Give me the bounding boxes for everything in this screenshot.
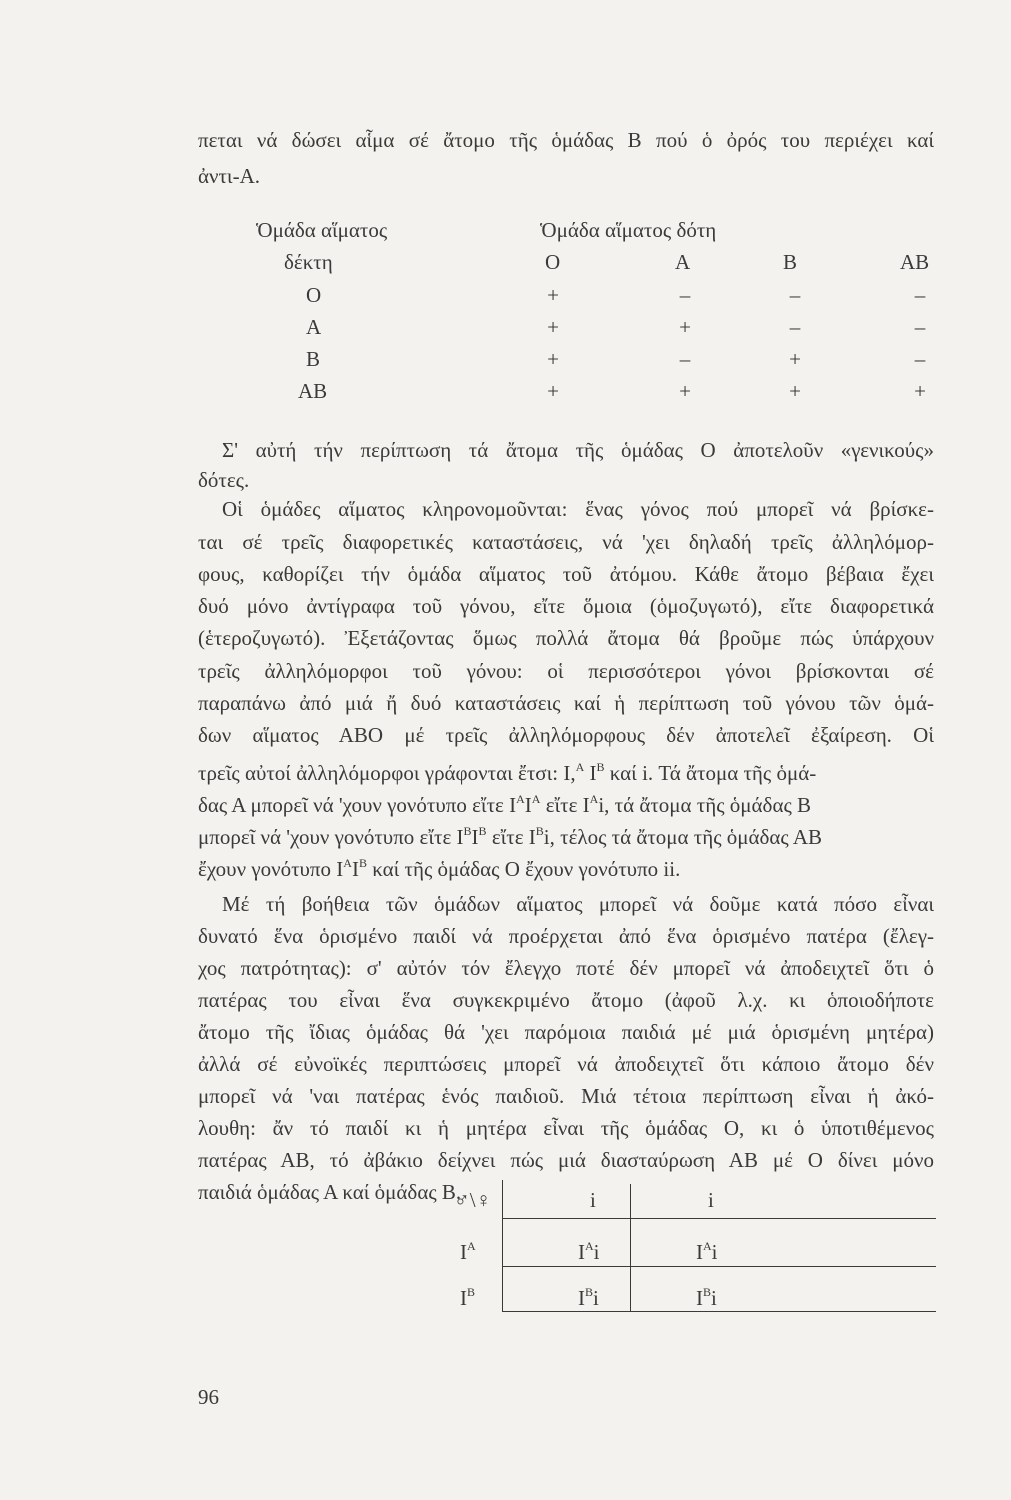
line9-text-c: καί i. Τά ἄτομα τῆς ὁμά- xyxy=(604,761,817,785)
allele-sup-b: B xyxy=(596,760,605,774)
punnett-female-allele-1: i xyxy=(590,1188,596,1212)
para2-line-1: Οἱ ὁμάδες αἵματος κληρονομοῦνται: ἕνας γόνος πού μπορεῖ νά βρίσκε- xyxy=(222,497,934,521)
male-sup-b: B xyxy=(467,1285,476,1299)
line9-text-a: τρεῖς αὐτοί ἀλληλόμορφοι γράφονται ἔτσι: I, xyxy=(198,761,576,785)
cell-a-ab: – xyxy=(914,315,926,339)
punnett-square xyxy=(452,1180,936,1312)
para2-line-9 xyxy=(198,755,816,785)
line9-text-b: I xyxy=(584,761,597,785)
cell-a1-base: I xyxy=(578,1240,585,1264)
punnett-female-allele-2: i xyxy=(708,1188,714,1212)
cell-a1-sup: A xyxy=(585,1239,594,1253)
genotype-sup-b3: B xyxy=(535,824,544,838)
para3-line-4: πατέρας του εἶναι ἕνα συγκεκριμένο ἄτομο (ἀφοῦ λ.χ. κι ὁποιοδήποτε xyxy=(198,988,934,1012)
line10-text-b: I xyxy=(524,793,532,817)
line11-text-c: εἴτε I xyxy=(486,825,536,849)
para2-line-10 xyxy=(198,787,811,817)
male-base-b: I xyxy=(460,1286,467,1310)
cell-b-o: + xyxy=(547,347,559,371)
page-number: 96 xyxy=(198,1385,219,1409)
cell-b2-base: I xyxy=(696,1286,703,1310)
genotype-sup-a2: A xyxy=(531,792,541,806)
para3-line-8: λουθη: ἄν τό παιδί κι ἡ μητέρα εἶναι τῆς ὁμάδας Ο, κι ὁ ὑποτιθέμενος xyxy=(198,1116,934,1140)
cell-o-o: + xyxy=(547,283,559,307)
para3-line-1: Μέ τή βοήθεια τῶν ὁμάδων αἵματος μπορεῖ νά δοῦμε κατά πόσο εἶναι xyxy=(222,892,934,916)
donor-group-a: A xyxy=(675,250,691,274)
punnett-male-allele-b xyxy=(460,1280,475,1310)
cell-o-b: – xyxy=(789,283,801,307)
genotype-sup-ab1: A xyxy=(343,856,352,870)
para2-line-11 xyxy=(198,819,822,849)
punnett-cell-b2 xyxy=(696,1280,717,1310)
para3-line-2: δυνατό ἕνα ὁρισμένο παιδί νά προέρχεται ἀπό ἕνα ὁρισμένο πατέρα (ἔλεγ- xyxy=(198,924,934,948)
para2-line-2: ται σέ τρεῖς διαφορετικές καταστάσεις, νά 'χει δηλαδή τρεῖς ἀλληλόμορ- xyxy=(198,530,934,554)
donor-group-o: O xyxy=(545,250,561,274)
cell-a-b: – xyxy=(789,315,801,339)
recipient-group-a: A xyxy=(306,315,322,339)
recipient-group-ab: AB xyxy=(298,379,328,403)
cell-b2-sup: B xyxy=(703,1285,712,1299)
para3-line-3: χος πατρότητας): σ' αὐτόν τόν ἔλεγχο ποτέ δέν μπορεῖ νά ἀποδειχτεῖ ὅτι ὁ xyxy=(198,956,934,980)
line12-text-c: καί τῆς ὁμάδας Ο ἔχουν γονότυπο ii. xyxy=(366,857,681,881)
cell-a2-i: i xyxy=(711,1240,718,1264)
intro-line-1: πεται νά δώσει αἷμα σέ ἄτομο τῆς ὁμάδας Β πού ὁ ὀρός του περιέχει καί xyxy=(198,128,934,152)
donor-header: Ὁμάδα αἵματος δότη xyxy=(540,218,717,242)
line10-text-c: εἴτε I xyxy=(540,793,590,817)
para2-line-4: δυό μόνο ἀντίγραφα τοῦ γόνου, εἴτε ὅμοια (ὁμοζυγωτό), εἴτε διαφορετικά xyxy=(198,594,934,618)
punnett-divider-top xyxy=(502,1218,936,1219)
recipient-header-1: Ὁμάδα αἵματος xyxy=(256,218,388,242)
cell-ab-ab: + xyxy=(914,379,926,403)
para3-line-6: ἀλλά σέ εὐνοϊκές περιπτώσεις μπορεῖ νά ἀποδειχτεῖ ὅτι κάποιο ἄτομο δέν xyxy=(198,1052,934,1076)
cell-o-ab: – xyxy=(914,283,926,307)
punnett-cell-a2 xyxy=(696,1234,718,1264)
line11-text-a: μπορεῖ νά 'χουν γονότυπο εἴτε I xyxy=(198,825,464,849)
genotype-sup-b1: B xyxy=(463,824,472,838)
para3-line-9: πατέρας ΑΒ, τό ἀβάκιο δείχνει πώς μιά διασταύρωση ΑΒ μέ Ο δίνει μόνο xyxy=(198,1148,934,1172)
line12-text-a: ἔχουν γονότυπο I xyxy=(198,857,344,881)
genotype-sup-b2: B xyxy=(478,824,487,838)
recipient-group-b: B xyxy=(306,347,321,371)
cell-o-a: – xyxy=(679,283,691,307)
cell-b1-sup: B xyxy=(585,1285,594,1299)
cell-b-a: – xyxy=(679,347,691,371)
cell-a-o: + xyxy=(547,315,559,339)
cell-b-b: + xyxy=(789,347,801,371)
punnett-cell-a1 xyxy=(578,1234,600,1264)
cell-a2-base: I xyxy=(696,1240,703,1264)
cell-b-ab: – xyxy=(914,347,926,371)
donor-group-ab: AB xyxy=(900,250,930,274)
para3-line-7: μπορεῖ νά 'ναι πατέρας ἑνός παιδιοῦ. Μιά τέτοια περίπτωση εἶναι ἡ ἀκό- xyxy=(198,1084,934,1108)
line10-text-d: i, τά ἄτομα τῆς ὁμάδας Β xyxy=(598,793,812,817)
punnett-male-allele-a xyxy=(460,1234,476,1264)
punnett-divider-bottom xyxy=(502,1311,936,1312)
punnett-cell-b1 xyxy=(578,1280,599,1310)
para2-line-6: τρεῖς ἀλληλόμορφοι τοῦ γόνου: οἱ περισσότεροι γόνοι βρίσκονται σέ xyxy=(198,659,934,683)
cell-a-a: + xyxy=(679,315,691,339)
para1-line-1: Σ' αὐτή τήν περίπτωση τά ἄτομα τῆς ὁμάδας Ο ἀποτελοῦν «γενικούς» xyxy=(222,438,934,462)
cell-b2-i: i xyxy=(711,1286,717,1310)
para1-line-2: δότες. xyxy=(198,468,250,492)
intro-line-2: ἀντι-Α. xyxy=(198,164,260,188)
genotype-sup-ab2: B xyxy=(358,856,367,870)
punnett-divider-middle xyxy=(502,1266,936,1267)
line10-text-a: δας Α μπορεῖ νά 'χουν γονότυπο εἴτε I xyxy=(198,793,517,817)
genotype-sup-a1: A xyxy=(516,792,525,806)
cell-ab-b: + xyxy=(789,379,801,403)
cell-a1-i: i xyxy=(593,1240,600,1264)
cell-b1-i: i xyxy=(593,1286,599,1310)
genotype-sup-a3: A xyxy=(589,792,599,806)
para3-line-5: ἄτομο τῆς ἴδιας ὁμάδας θά 'χει παρόμοια παιδιά μέ μιά ὁρισμένη μητέρα) xyxy=(198,1020,934,1044)
male-base-a: I xyxy=(460,1240,467,1264)
line11-text-b: I xyxy=(471,825,479,849)
para2-line-8: δων αἵματος ΑΒΟ μέ τρεῖς ἀλληλόμορφους δέν ἀποτελεῖ ἐξαίρεση. Οἱ xyxy=(198,723,934,747)
cell-ab-a: + xyxy=(679,379,691,403)
male-sup-a: A xyxy=(467,1239,476,1253)
para2-line-12 xyxy=(198,851,680,881)
para2-line-7: παραπάνω ἀπό μιά ἤ δυό καταστάσεις καί ἡ περίπτωση τοῦ γόνου τῶν ὁμά- xyxy=(198,691,934,715)
para2-line-5: (ἑτεροζυγωτό). Ἐξετάζοντας ὅμως πολλά ἄτομα θά βροῦμε πώς ὑπάρχουν xyxy=(198,626,934,650)
para2-line-3: φους, καθορίζει τήν ὁμάδα αἵματος τοῦ ἀτόμου. Κάθε ἄτομο βέβαια ἔχει xyxy=(198,562,934,586)
line12-text-b: I xyxy=(351,857,359,881)
cell-a2-sup: A xyxy=(703,1239,712,1253)
cell-b1-base: I xyxy=(578,1286,585,1310)
donor-group-b: B xyxy=(783,250,798,274)
recipient-group-o: O xyxy=(306,283,322,307)
punnett-divider-left xyxy=(502,1180,503,1312)
line11-text-d: i, τέλος τά ἄτομα τῆς ὁμάδας ΑΒ xyxy=(543,825,823,849)
cell-ab-o: + xyxy=(547,379,559,403)
recipient-header-2: δέκτη xyxy=(284,250,333,274)
allele-sup-a: A xyxy=(575,760,585,774)
para3-line-10: παιδιά ὁμάδας Α καί ὁμάδας Β. xyxy=(198,1180,462,1204)
punnett-corner-label: ♂\♀ xyxy=(454,1188,492,1212)
punnett-divider-mid xyxy=(630,1184,631,1312)
